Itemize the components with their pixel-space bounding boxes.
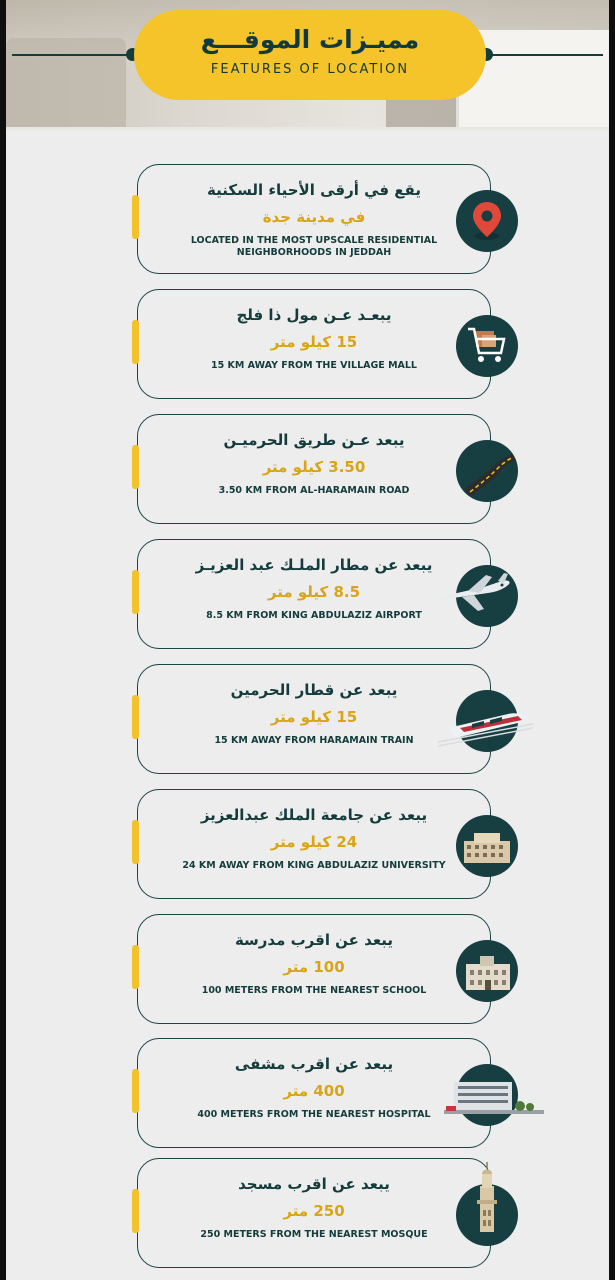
feature-text-en: 250 METERS FROM THE NEAREST MOSQUE: [200, 1229, 428, 1240]
feature-text-ar: يبعد عن جامعة الملك عبدالعزيز: [200, 806, 428, 824]
feature-card-university: [137, 789, 491, 899]
feature-highlight: 250 متر: [283, 1202, 345, 1220]
card-accent-tab: [132, 1189, 139, 1233]
feature-card-road: [137, 414, 491, 524]
feature-card-mall: [137, 289, 491, 399]
feature-highlight: 15 كيلو متر: [270, 333, 358, 351]
card-accent-tab: [132, 445, 139, 489]
feature-text-ar: يقع في أرقى الأحياء السكنية: [207, 181, 421, 199]
feature-highlight: في مدينة جدة: [262, 208, 366, 226]
feature-highlight: 3.50 كيلو متر: [262, 458, 366, 476]
feature-card-school: [137, 914, 491, 1024]
feature-text-en: 3.50 KM FROM AL-HARAMAIN ROAD: [218, 485, 410, 496]
feature-highlight: 100 متر: [283, 958, 345, 976]
train-icon: [456, 690, 518, 752]
feature-text-ar: يبعد عن اقرب مشفى: [234, 1055, 394, 1073]
feature-text-en: LOCATED IN THE MOST UPSCALE RESIDENTIAL NEIGHBORHOODS IN JEDDAH: [190, 235, 438, 258]
university-icon: [456, 815, 518, 877]
feature-text-en: 15 KM AWAY FROM THE VILLAGE MALL: [211, 360, 417, 371]
feature-highlight: 8.5 كيلو متر: [267, 583, 361, 601]
feature-text-ar: يبعد عن قطار الحرمين: [230, 681, 398, 699]
shopping-cart-icon: [456, 315, 518, 377]
feature-card-neighborhood: [137, 164, 491, 274]
card-accent-tab: [132, 1069, 139, 1113]
feature-text-en: 8.5 KM FROM KING ABDULAZIZ AIRPORT: [206, 610, 422, 621]
feature-highlight: 24 كيلو متر: [270, 833, 358, 851]
hospital-icon: [456, 1064, 518, 1126]
feature-highlight: 15 كيلو متر: [270, 708, 358, 726]
header-line-left: [12, 54, 136, 56]
feature-text-ar: يبعد عن مطار الملـك عبد العزيـز: [195, 556, 433, 574]
feature-text-ar: يبعد عن اقرب مدرسة: [234, 931, 394, 949]
feature-text-ar: يبعد عن اقرب مسجد: [238, 1175, 390, 1193]
title-arabic: مميـزات الموقـــع: [200, 25, 420, 54]
school-icon: [456, 940, 518, 1002]
feature-text-ar: يبعد عـن طريق الحرميـن: [223, 431, 405, 449]
road-icon: [456, 440, 518, 502]
card-accent-tab: [132, 945, 139, 989]
feature-text-en: 100 METERS FROM THE NEAREST SCHOOL: [201, 985, 427, 996]
mosque-icon: [456, 1184, 518, 1246]
hero-bottom-band: [6, 127, 609, 130]
location-pin-icon: [456, 190, 518, 252]
card-accent-tab: [132, 820, 139, 864]
infographic-frame: [6, 0, 609, 1280]
feature-text-en: 24 KM AWAY FROM KING ABDULAZIZ UNIVERSITY: [182, 860, 446, 871]
feature-highlight: 400 متر: [283, 1082, 345, 1100]
hero-chair: [6, 38, 126, 130]
card-accent-tab: [132, 320, 139, 364]
card-accent-tab: [132, 195, 139, 239]
header-pill: [134, 10, 486, 100]
feature-card-mosque: [137, 1158, 491, 1268]
airplane-icon: [456, 565, 518, 627]
feature-text-ar: يبعـد عـن مول ذا فلج: [236, 306, 392, 324]
card-accent-tab: [132, 570, 139, 614]
feature-card-hospital: [137, 1038, 491, 1148]
feature-text-en: 15 KM AWAY FROM HARAMAIN TRAIN: [214, 735, 414, 746]
header-line-right: [484, 54, 603, 56]
card-accent-tab: [132, 695, 139, 739]
title-english: FEATURES OF LOCATION: [210, 62, 410, 77]
feature-text-en: 400 METERS FROM THE NEAREST HOSPITAL: [197, 1109, 431, 1120]
